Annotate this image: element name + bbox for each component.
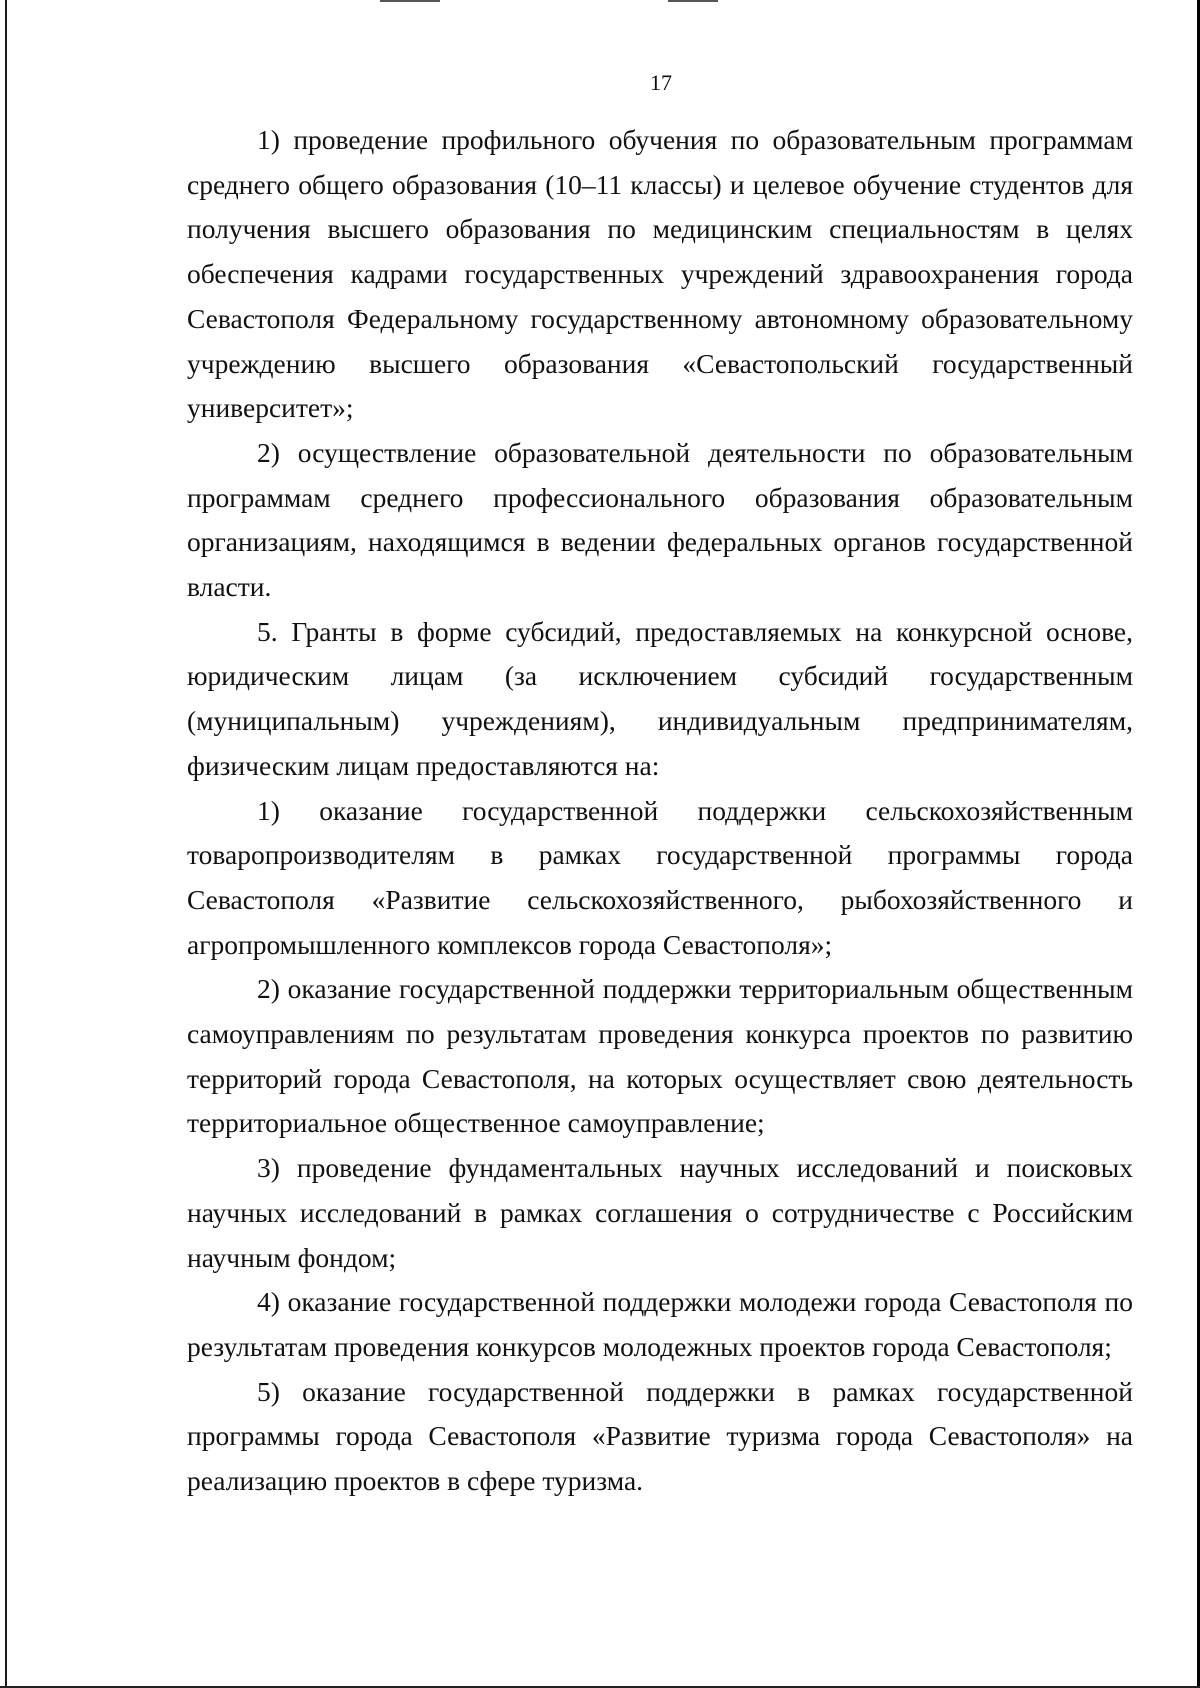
paragraph-section-5-grants: 5. Гранты в форме субсидий, предоставляемых на конкурсной основе, юридическим лицам (за исключением субсидий государственным (муниципальным) учреждениям), индивидуальным предпринимателям, физическим лицам предоставляются на: xyxy=(187,615,1133,781)
scan-edge-top xyxy=(380,0,440,2)
paragraph-item-1-agriculture-support: 1) оказание государственной поддержки сельскохозяйственным товаропроизводителям в рамках государственной программы города Севастополя «Развитие сельскохозяйственного, рыбохозяйственного и агропромышленного комплексов города Севастополя»; xyxy=(187,794,1133,960)
paragraph-item-5-tourism-support: 5) оказание государственной поддержки в рамках государственной программы города Севастополя «Развитие туризма города Севастополя» на реализацию проектов в сфере туризма. xyxy=(187,1375,1133,1497)
scan-edge-top xyxy=(668,0,718,2)
paragraph-item-2-territorial-self-government: 2) оказание государственной поддержки территориальным общественным самоуправлениям по результатам проведения конкурса проектов по развитию территорий города Севастополя, на которых осуществляет свою деятельность территориальное общественное самоуправление; xyxy=(187,973,1133,1139)
document-body xyxy=(187,118,1133,1504)
scan-edge-left xyxy=(5,0,7,1688)
page-number: 17 xyxy=(650,70,672,95)
paragraph-item-4-youth-support: 4) оказание государственной поддержки молодежи города Севастополя по результатам проведения конкурсов молодежных проектов города Севастополя; xyxy=(187,1286,1133,1362)
paragraph-item-3-scientific-research: 3) проведение фундаментальных научных исследований и поисковых научных исследований в рамках соглашения о сотрудничестве с Российским научным фондом; xyxy=(187,1152,1133,1273)
paragraph-item-1-profile-education: 1) проведение профильного обучения по образовательным программам среднего общего образования (10–11 классы) и целевое обучение студентов для получения высшего образования по медицинским специальностям в целях обеспечения кадрами государственных учреждений здравоохранения города Севастополя Федеральному государственному автономному образовательному учреждению высшего образования «Севастопольский государственный университет»; xyxy=(187,124,1133,424)
paragraph-item-2-vocational-education: 2) осуществление образовательной деятельности по образовательным программам среднего профессионального образования образовательным организациям, находящимся в ведении федеральных органов государственной власти. xyxy=(187,436,1133,603)
